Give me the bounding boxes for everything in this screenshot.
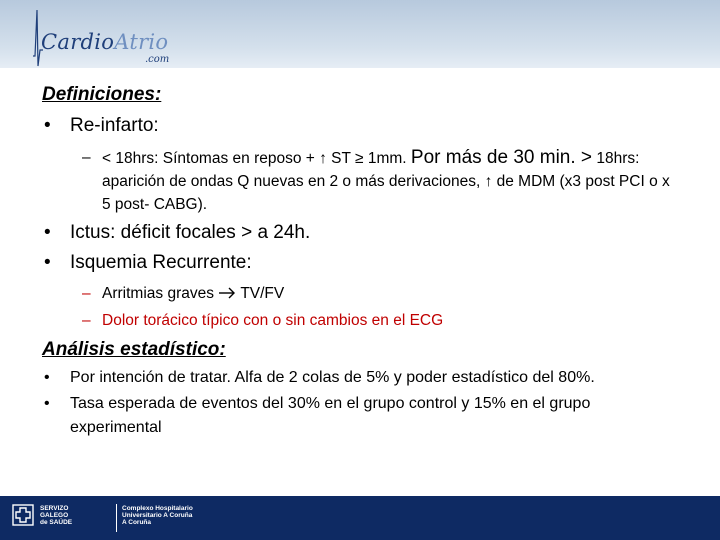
- bullet-intencion: • Por intención de tratar. Alfa de 2 colas de 5% y poder estadístico del 80%.: [44, 366, 684, 390]
- footer-band: [0, 496, 720, 540]
- hospital-label: Complexo Hospitalario Universitario A Coruña A Coruña: [122, 505, 193, 526]
- bullet-icon: •: [44, 395, 50, 412]
- heading-analisis: Análisis estadístico:: [42, 339, 226, 360]
- header-band: [0, 0, 720, 68]
- dash-icon: –: [82, 285, 91, 302]
- bullet-reinfarto: • Re-infarto:: [44, 115, 159, 136]
- dash-icon: –: [82, 312, 91, 329]
- cardioatrio-logo: [33, 8, 193, 68]
- bullet-icon: •: [44, 252, 51, 273]
- heading-definiciones: Definiciones:: [42, 84, 162, 105]
- subitem-reinfarto-definition: – < 18hrs: Síntomas en reposo + ↑ ST ≥ 1mm. Por más de 30 min. > 18hrs: aparición de ondas Q nuevas en 2 o más derivaciones, ↑ de MDM (x3 post PCI o x 5 post- CABG).: [82, 147, 670, 213]
- subitem-arritmias: – Arritmias graves TV/FV: [82, 282, 682, 305]
- bullet-icon: •: [44, 222, 51, 243]
- sergas-label: SERVIZO GALEGO de SAÚDE: [40, 505, 73, 526]
- bullet-tasa: • Tasa esperada de eventos del 30% en el grupo control y 15% en el grupo experimental: [44, 392, 684, 440]
- arrow-right-icon: [218, 287, 236, 299]
- subitem-dolor: – Dolor torácico típico con o sin cambios en el ECG: [82, 309, 682, 332]
- logo-dotcom: .com: [145, 54, 170, 65]
- sergas-cross-icon: [12, 504, 34, 526]
- bullet-icon: •: [44, 115, 51, 136]
- bullet-ictus: • Ictus: déficit focales > a 24h.: [44, 222, 311, 243]
- dash-icon: –: [82, 149, 91, 166]
- bullet-isquemia: • Isquemia Recurrente:: [44, 252, 252, 273]
- logo-text: CardioAtrio: [41, 30, 169, 54]
- footer-divider: [116, 504, 117, 532]
- bullet-icon: •: [44, 369, 50, 386]
